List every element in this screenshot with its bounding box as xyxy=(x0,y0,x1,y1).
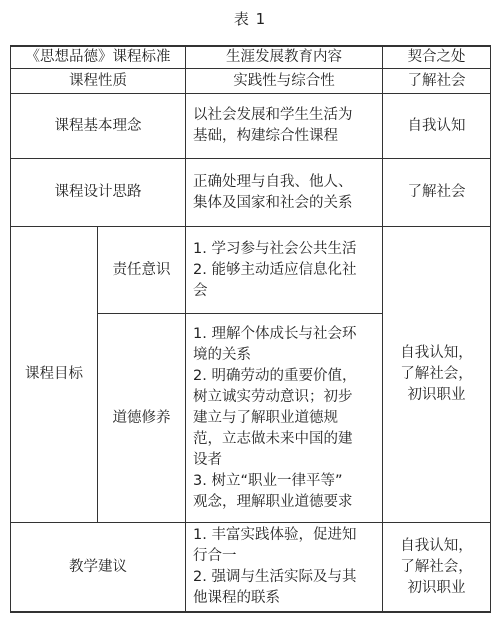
text-line: 范，立志做未来中国的建 xyxy=(193,430,353,447)
text-line: 2. 能够主动适应信息化社 xyxy=(193,261,357,278)
row-nature-content: 实践性与综合性 xyxy=(233,72,335,89)
text-line: 自我认知， xyxy=(400,345,473,361)
text-line: 3. 树立“职业一律平等” xyxy=(193,472,343,489)
row-teaching-label: 教学建议 xyxy=(69,558,127,575)
table-caption: 表 1 xyxy=(233,10,267,28)
text-line: 建立与了解职业道德规 xyxy=(193,409,338,426)
row-teaching-fit xyxy=(383,523,490,611)
text-line: 初识职业 xyxy=(407,579,466,596)
row-concept-fit: 自我认知 xyxy=(407,117,466,134)
row-goals-fit xyxy=(383,227,490,522)
text-line: 集体及国家和社会的关系 xyxy=(193,194,353,211)
row-nature-fit: 了解社会 xyxy=(407,72,466,89)
text-line: 他课程的联系 xyxy=(193,590,280,606)
text-line: 2. 强调与生活实际及与其 xyxy=(193,569,357,585)
header-career-education: 生涯发展教育内容 xyxy=(226,49,342,65)
row-teaching-content xyxy=(186,523,382,611)
text-line: 观念，理解职业道德要求 xyxy=(193,493,353,510)
goal-responsibility-content xyxy=(186,227,382,313)
rule-right xyxy=(490,45,491,613)
text-line: 正确处理与自我、他人、 xyxy=(193,173,353,190)
text-line: 1. 丰富实践体验，促进知 xyxy=(193,527,357,543)
row-concept-label: 课程基本理念 xyxy=(54,117,142,134)
goal-morality-label: 道德修养 xyxy=(112,409,171,426)
text-line: 以社会发展和学生生活为 xyxy=(193,107,353,123)
text-line: 树立诚实劳动意识；初步 xyxy=(193,388,353,405)
text-line: 初识职业 xyxy=(407,387,466,403)
text-line: 1. 学习参与社会公共生活 xyxy=(193,240,357,257)
row-design-label: 课程设计思路 xyxy=(54,184,142,200)
text-line: 基础，构建综合性课程 xyxy=(193,128,338,144)
goal-responsibility-label: 责任意识 xyxy=(112,261,171,278)
row-design-content xyxy=(186,159,382,226)
text-line: 2. 明确劳动的重要价值， xyxy=(193,367,357,384)
row-design-fit: 了解社会 xyxy=(407,184,466,200)
text-line: 1. 理解个体成长与社会环 xyxy=(193,325,357,342)
row-goals-label: 课程目标 xyxy=(25,366,83,382)
text-line: 会 xyxy=(193,282,208,299)
row-nature-label: 课程性质 xyxy=(69,72,127,89)
text-line: 境的关系 xyxy=(193,346,251,363)
rule-bottom xyxy=(10,611,491,613)
text-line: 了解社会， xyxy=(400,558,473,575)
header-curriculum-standard: 《思想品德》课程标准 xyxy=(25,49,171,65)
text-line: 设者 xyxy=(193,451,222,468)
text-line: 行合一 xyxy=(193,548,237,564)
text-line: 自我认知， xyxy=(400,537,473,554)
text-line: 了解社会， xyxy=(400,366,473,382)
row-concept-content xyxy=(186,94,382,158)
goal-morality-content xyxy=(186,314,382,522)
header-fit-points: 契合之处 xyxy=(407,49,466,65)
